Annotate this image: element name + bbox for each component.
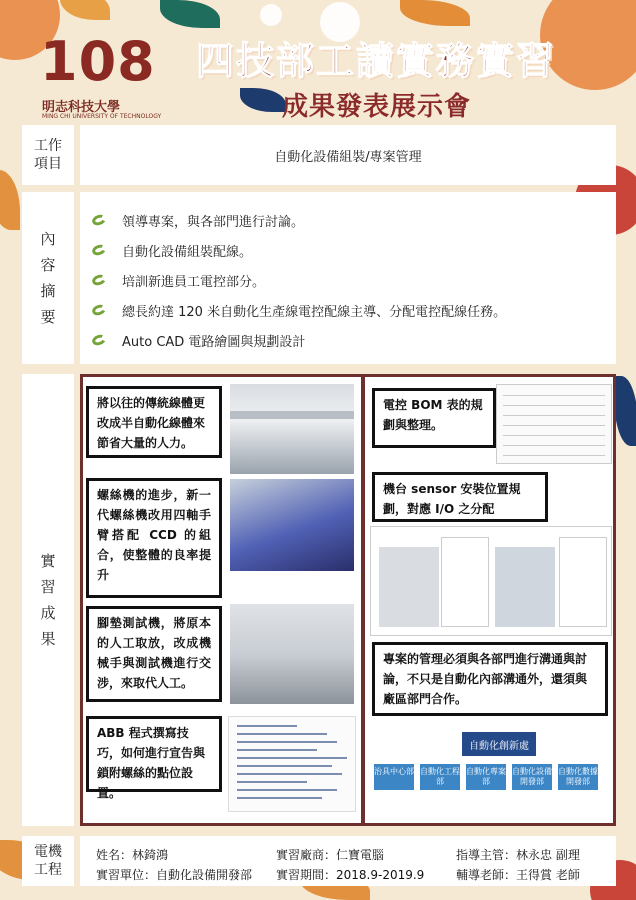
department-label-text: 電機 工程 (34, 844, 62, 878)
leaf-decoration (400, 0, 470, 26)
summary-item (92, 295, 506, 325)
summary-item (92, 235, 506, 265)
poster-subtitle: 成果發表展示會 (282, 92, 472, 122)
school-name: 明志科技大學 (42, 100, 121, 115)
callout-sensor-layout: 機台 sensor 安裝位置規劃，對應 I/O 之分配 (372, 472, 548, 522)
leaf-decoration (60, 0, 110, 20)
io-table (559, 537, 607, 627)
flower-decoration (260, 4, 282, 26)
work-item-label (22, 125, 74, 185)
student-name: 姓名：林錡鴻 (96, 848, 169, 862)
results-label-text: 實 習 成 果 (40, 552, 56, 648)
supervisor: 指導主管：林永忠 副理 (456, 848, 580, 862)
callout-abb-program: ABB 程式撰寫技巧，如何進行宣告與鎖附螺絲的點位設置。 (86, 716, 222, 792)
results-column-divider (361, 377, 365, 823)
summary-item (92, 265, 506, 295)
org-chart-node: 自動化設備開發部 (512, 764, 552, 790)
bom-table-screenshot (496, 384, 612, 464)
summary-item (92, 325, 506, 355)
test-machine-photo (230, 604, 354, 704)
swirl-bullet-icon (91, 303, 108, 317)
callout-project-management: 專案的管理必須與各部門進行溝通與討論，不只是自動化內部溝通外，還須與廠區部門合作。 (372, 642, 608, 716)
summary-list (92, 205, 506, 355)
callout-bom: 電控 BOM 表的規劃與整理。 (372, 388, 496, 448)
summary-item-text: 領導專案，與各部門進行討論。 (122, 214, 305, 230)
org-chart-node: 自動化專案部 (466, 764, 506, 790)
leaf-decoration (240, 88, 286, 112)
sensor-layout-diagram (370, 526, 612, 636)
summary-item (92, 205, 506, 235)
production-line-photo (230, 384, 354, 474)
callout-semi-auto-line: 將以往的傳統線體更改成半自動化線體來節省大量的人力。 (86, 386, 222, 458)
internship-company: 實習廠商：仁寶電腦 (276, 848, 385, 862)
results-label (22, 374, 74, 826)
org-chart-node: 治具中心部 (374, 764, 414, 790)
callout-foot-pad-tester: 腳墊測試機，將原本的人工取放，改成機械手與測試機進行交涉，來取代人工。 (86, 606, 222, 702)
leaf-decoration (0, 170, 20, 230)
swirl-bullet-icon (91, 243, 108, 257)
callout-screw-machine: 螺絲機的進步，新一代螺絲機改用四軸手臂搭配 CCD 的組合，使整體的良率提升 (86, 478, 222, 598)
machine-drawing (379, 547, 439, 627)
org-chart-node: 自動化工程部 (420, 764, 460, 790)
work-item-value: 自動化設備組裝/專案管理 (274, 149, 422, 165)
org-chart-node: 自動化數據開發部 (558, 764, 598, 790)
summary-item-text: Auto CAD 電路繪圖與規劃設計 (122, 334, 306, 350)
summary-item-text: 自動化設備組裝配線。 (122, 244, 253, 260)
summary-item-text: 總長約達 120 米自動化生產線電控配線主導、分配電控配線任務。 (122, 304, 507, 320)
internship-period: 實習期間：2018.9-2019.9 (276, 868, 425, 882)
swirl-bullet-icon (91, 273, 108, 287)
work-item-label-text: 工作 項目 (34, 138, 62, 172)
school-name-en: MING CHI UNIVERSITY OF TECHNOLOGY (42, 113, 162, 120)
year-number: 108 (40, 30, 156, 93)
abb-code-screenshot (228, 716, 356, 812)
machine-drawing (495, 547, 555, 627)
department-label (22, 836, 74, 886)
swirl-bullet-icon (91, 333, 108, 347)
advisor: 輔導老師：王得賞 老師 (456, 868, 580, 882)
leaf-decoration (160, 0, 220, 28)
internship-unit: 實習單位：自動化設備開發部 (96, 868, 253, 882)
org-chart-top: 自動化創新處 (462, 732, 536, 756)
screw-machine-photo (230, 479, 354, 571)
leaf-decoration (614, 376, 636, 446)
io-table (441, 537, 489, 627)
summary-label (22, 192, 74, 364)
summary-label-text: 內 容 摘 要 (40, 230, 56, 326)
poster-title: 四技部工讀實務實習 (196, 39, 557, 83)
swirl-bullet-icon (91, 213, 108, 227)
summary-item-text: 培訓新進員工電控部分。 (122, 274, 266, 290)
